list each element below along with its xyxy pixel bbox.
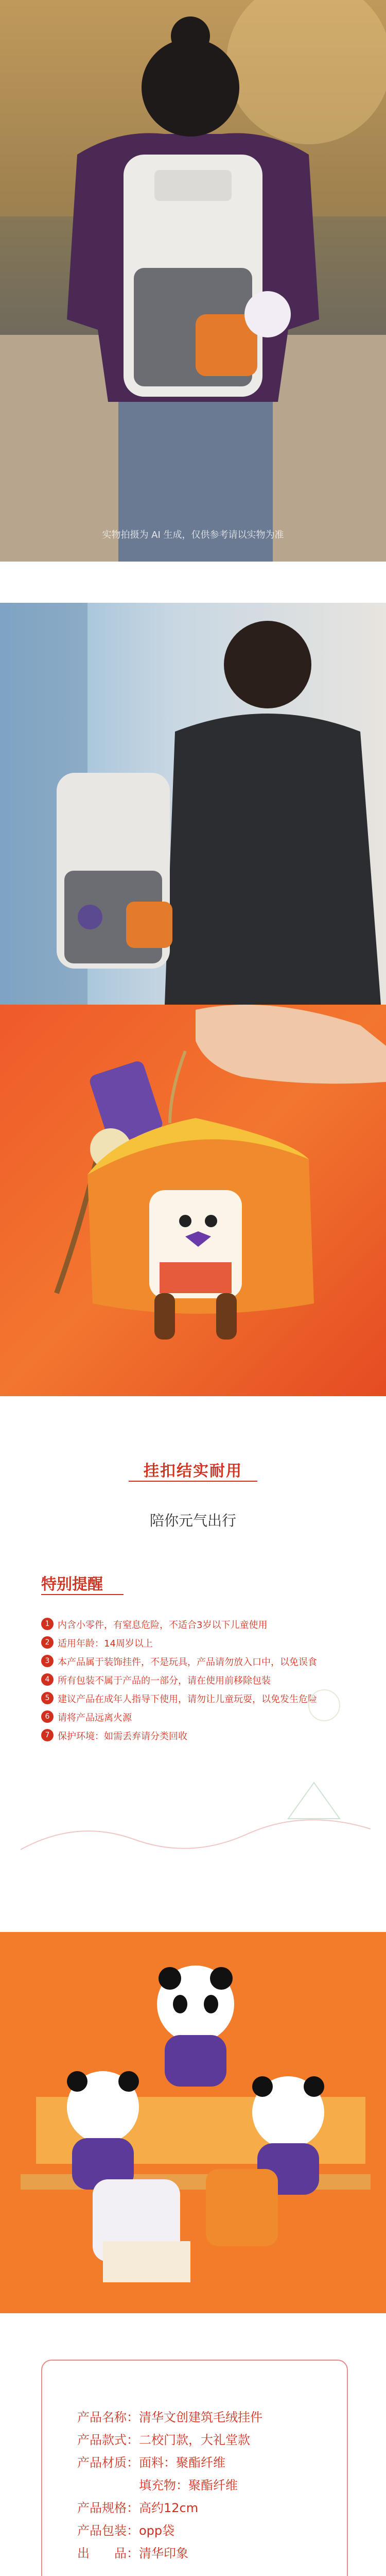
info-row-filling: 填充物：聚酯纤维 <box>139 2478 238 2493</box>
reminder-item: 5 建议产品在成年人指导下使用，请勿让儿童玩耍，以免发生危险 <box>0 1692 386 1705</box>
reminder-item: 3 本产品属于装饰挂件，不是玩具，产品请勿放入口中，以免误食 <box>0 1655 386 1668</box>
title-underline <box>129 1481 257 1482</box>
info-row-style: 产品款式：二校门款，大礼堂款 <box>77 2433 250 2447</box>
info-row-material: 产品材质：面料：聚酯纤维 <box>77 2455 225 2470</box>
section-title: 挂扣结实耐用 <box>144 1462 242 1480</box>
photo-backpack-girl-illustration <box>0 0 386 562</box>
photo-caption: 实物拍摄为 AI 生成，仅供参考请以实物为准 <box>102 530 284 540</box>
photo-pandas <box>0 1932 386 2313</box>
section-subtitle: 陪你元气出行 <box>149 1512 236 1529</box>
info-row-name: 产品名称：清华文创建筑毛绒挂件 <box>77 2410 262 2425</box>
photo-orange-plush <box>0 1005 386 1396</box>
photo-pandas-illustration <box>0 1932 386 2313</box>
decor-line-art <box>0 1685 386 1932</box>
reminder-item: 1 内含小零件，有窒息危险，不适合3岁以下儿童使用 <box>0 1618 386 1631</box>
reminder-item: 2 适用年龄：14周岁以上 <box>0 1636 386 1650</box>
section-product-info <box>0 2313 386 2576</box>
photo-backpack-man-illustration <box>0 603 386 1005</box>
info-row-package: 产品包装：opp袋 <box>77 2523 175 2538</box>
photo-backpack-girl <box>0 0 386 562</box>
info-row-producer: 出 品：清华印象 <box>77 2546 188 2561</box>
reminder-item: 4 所有包装不属于产品的一部分，请在使用前移除包装 <box>0 1673 386 1687</box>
reminder-underline <box>41 1594 124 1595</box>
photo-orange-plush-illustration <box>0 1005 386 1396</box>
info-row-size: 产品规格：高约12cm <box>77 2501 199 2515</box>
reminder-item: 6 请将产品远离火源 <box>0 1710 386 1724</box>
photo-backpack-man <box>0 603 386 1005</box>
section-reminder <box>0 1396 386 1932</box>
product-info-list <box>77 2406 262 2565</box>
reminder-title: 特别提醒 <box>41 1575 103 1594</box>
reminder-item: 7 保护环境：如需丢弃请分类回收 <box>0 1729 386 1742</box>
